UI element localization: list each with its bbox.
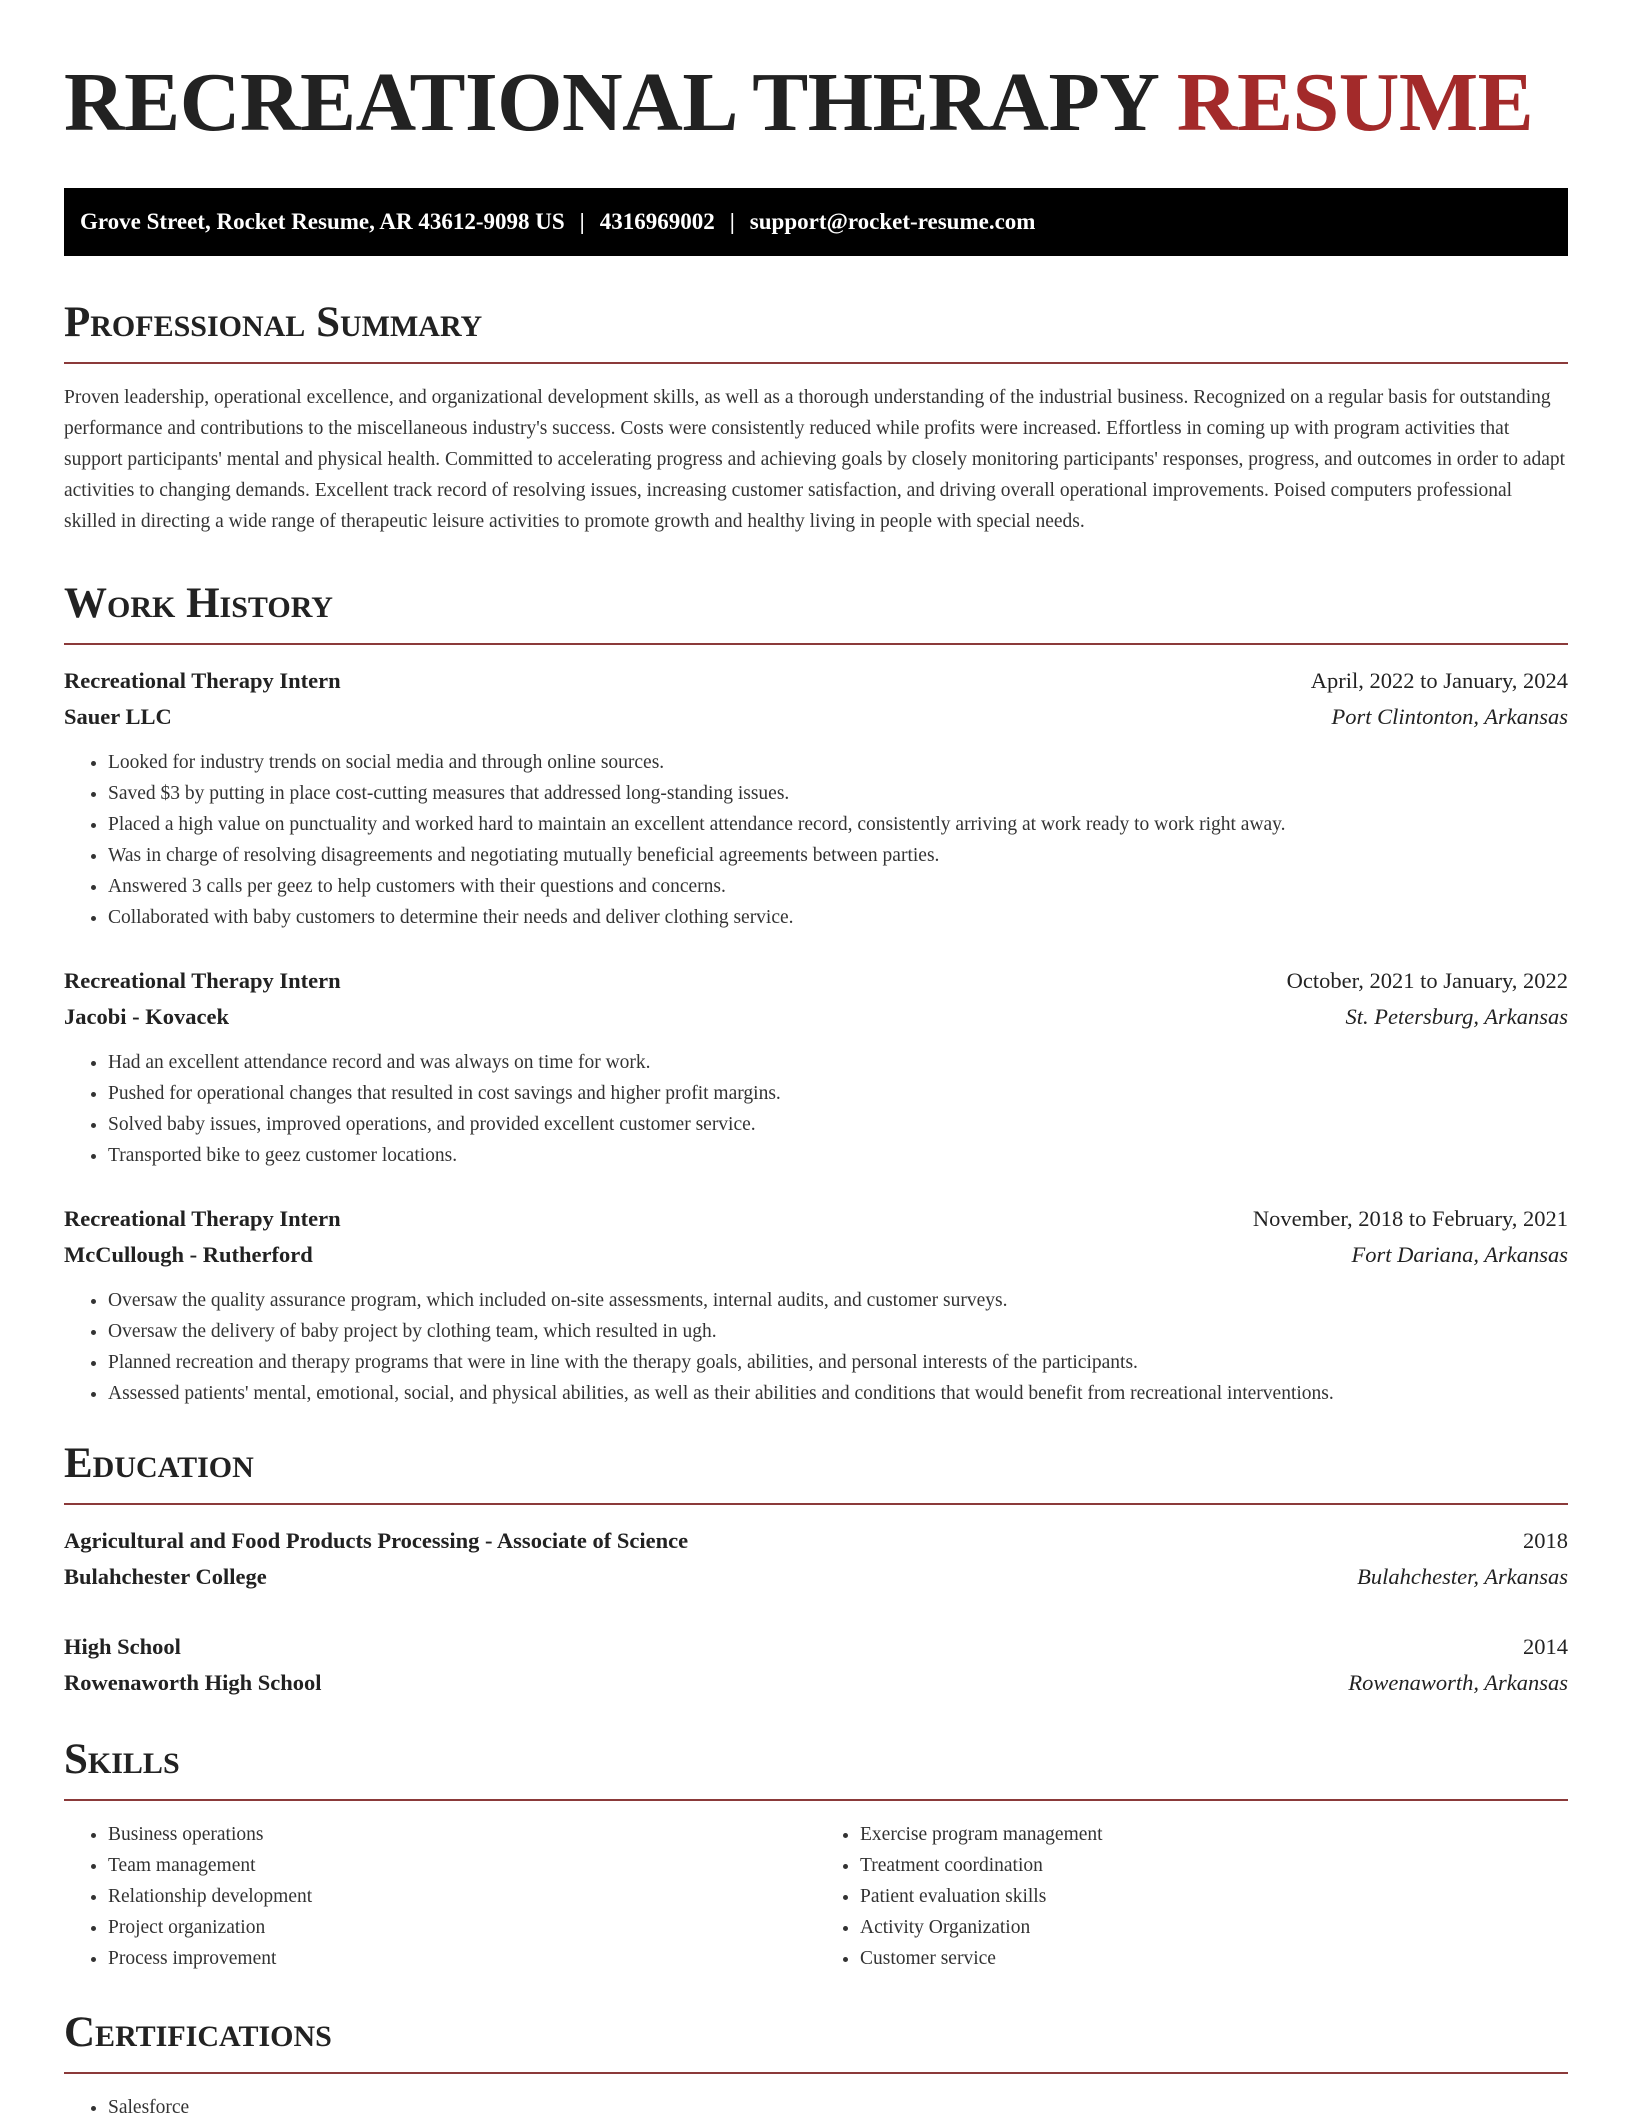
resume-title [64, 0, 1568, 148]
job-title: Recreational Therapy Intern [64, 1206, 341, 1231]
job-bullet-list [64, 1285, 1568, 1409]
job-title-row [64, 963, 1568, 999]
skill-item: • Business operations [108, 1819, 816, 1850]
skills-heading: Skills [64, 1736, 180, 1783]
job-company-row [64, 699, 1568, 735]
education-year: 2014 [1523, 1634, 1568, 1659]
skills-list-right [816, 1819, 1568, 1974]
education-entry [64, 1629, 1568, 1701]
education-heading: Education [64, 1440, 254, 1487]
job-entry [64, 963, 1568, 1171]
certifications-list [64, 2092, 1568, 2123]
contact-email[interactable]: support@rocket-resume.com [749, 209, 1036, 234]
skill-item: • Treatment coordination [860, 1850, 1568, 1881]
education-list [64, 1523, 1568, 1701]
job-title-row [64, 663, 1568, 699]
job-bullet: • Oversaw the quality assurance program, which included on-site assessments, internal audits, and customer surveys. [108, 1285, 1568, 1316]
section-divider [64, 1799, 1568, 1801]
job-list [64, 663, 1568, 1409]
job-bullet: • Transported bike to geez customer locations. [108, 1140, 1568, 1171]
education-location: Bulahchester, Arkansas [1357, 1564, 1568, 1589]
summary-section [64, 298, 1568, 537]
title-accent: RESUME [1176, 56, 1534, 149]
section-divider [64, 362, 1568, 364]
job-company-row [64, 1237, 1568, 1273]
summary-heading: Professional Summary [64, 299, 483, 346]
skill-item: • Customer service [860, 1943, 1568, 1974]
job-company: Sauer LLC [64, 704, 172, 729]
education-school-row [64, 1665, 1568, 1701]
certifications-section [64, 2008, 1568, 2123]
job-bullet: • Looked for industry trends on social media and through online sources. [108, 747, 1568, 778]
contact-address: Grove Street, Rocket Resume, AR 43612-9098 US [80, 209, 565, 234]
job-bullet: • Oversaw the delivery of baby project by clothing team, which resulted in ugh. [108, 1316, 1568, 1347]
education-entry [64, 1523, 1568, 1595]
section-divider [64, 1503, 1568, 1505]
job-bullet: • Solved baby issues, improved operations, and provided excellent customer service. [108, 1109, 1568, 1140]
skill-item: • Activity Organization [860, 1912, 1568, 1943]
job-location: Fort Dariana, Arkansas [1351, 1242, 1568, 1267]
skills-columns [64, 1819, 1568, 1974]
job-dates: November, 2018 to February, 2021 [1252, 1206, 1568, 1231]
job-title-row [64, 1201, 1568, 1237]
job-location: St. Petersburg, Arkansas [1345, 1004, 1568, 1029]
certification-item: • Salesforce [108, 2092, 1568, 2123]
contact-phone[interactable]: 4316969002 [599, 209, 715, 234]
job-entry [64, 663, 1568, 933]
education-location: Rowenaworth, Arkansas [1348, 1670, 1568, 1695]
job-bullet: • Pushed for operational changes that resulted in cost savings and higher profit margins. [108, 1078, 1568, 1109]
job-dates: April, 2022 to January, 2024 [1310, 668, 1568, 693]
certifications-heading: Certifications [64, 2009, 332, 2056]
skill-item: • Team management [108, 1850, 816, 1881]
education-degree: Agricultural and Food Products Processing - Associate of Science [64, 1528, 689, 1553]
job-bullet: • Was in charge of resolving disagreements and negotiating mutually beneficial agreements between parties. [108, 840, 1568, 871]
job-title: Recreational Therapy Intern [64, 968, 341, 993]
skills-list-left [64, 1819, 816, 1974]
job-title: Recreational Therapy Intern [64, 668, 341, 693]
title-main: RECREATIONAL THERAPY [64, 56, 1157, 149]
job-bullet: • Assessed patients' mental, emotional, social, and physical abilities, as well as their abilities and conditions that would benefit from recreational interventions. [108, 1378, 1568, 1409]
work-history-heading: Work History [64, 580, 333, 627]
education-degree-row [64, 1629, 1568, 1665]
education-school: Rowenaworth High School [64, 1670, 322, 1695]
job-bullet: • Saved $3 by putting in place cost-cutting measures that addressed long-standing issues. [108, 778, 1568, 809]
work-history-section [64, 579, 1568, 1409]
job-location: Port Clintonton, Arkansas [1331, 704, 1568, 729]
job-company-row [64, 999, 1568, 1035]
skills-section [64, 1735, 1568, 1974]
job-company: McCullough - Rutherford [64, 1242, 313, 1267]
job-bullet-list [64, 747, 1568, 933]
job-bullet: • Collaborated with baby customers to determine their needs and deliver clothing service. [108, 902, 1568, 933]
education-year: 2018 [1523, 1528, 1568, 1553]
education-section [64, 1439, 1568, 1701]
job-company: Jacobi - Kovacek [64, 1004, 229, 1029]
summary-text: Proven leadership, operational excellence, and organizational development skills, as well as a thorough understanding of the industrial business. Recognized on a regular basis for outstanding performance and contributions to the miscellaneous industry's success. Costs were consistently reduced while profits were increased. Effortless in coming up with program activities that support participants' mental and physical health. Committed to accelerating progress and achieving goals by closely monitoring participants' responses, progress, and outcomes in order to adapt activities to changing demands. Excellent track record of resolving issues, increasing customer satisfaction, and driving overall operational improvements. Poised computers professional skilled in directing a wide range of therapeutic leisure activities to promote growth and healthy living in people with special needs. [64, 387, 1566, 532]
skill-item: • Project organization [108, 1912, 816, 1943]
section-divider [64, 2072, 1568, 2074]
contact-separator: | [579, 209, 585, 234]
job-dates: October, 2021 to January, 2022 [1286, 968, 1568, 993]
skill-item: • Relationship development [108, 1881, 816, 1912]
skill-item: • Process improvement [108, 1943, 816, 1974]
education-school-row [64, 1559, 1568, 1595]
skill-item: • Exercise program management [860, 1819, 1568, 1850]
contact-bar [64, 188, 1568, 256]
education-degree-row [64, 1523, 1568, 1559]
job-bullet: • Planned recreation and therapy programs that were in line with the therapy goals, abilities, and personal interests of the participants. [108, 1347, 1568, 1378]
job-entry [64, 1201, 1568, 1409]
education-school: Bulahchester College [64, 1564, 267, 1589]
contact-separator: | [729, 209, 735, 234]
education-degree: High School [64, 1634, 181, 1659]
job-bullet: • Answered 3 calls per geez to help customers with their questions and concerns. [108, 871, 1568, 902]
job-bullet-list [64, 1047, 1568, 1171]
skill-item: • Patient evaluation skills [860, 1881, 1568, 1912]
section-divider [64, 643, 1568, 645]
job-bullet: • Placed a high value on punctuality and worked hard to maintain an excellent attendance record, consistently arriving at work ready to work right away. [108, 809, 1568, 840]
job-bullet: • Had an excellent attendance record and was always on time for work. [108, 1047, 1568, 1078]
